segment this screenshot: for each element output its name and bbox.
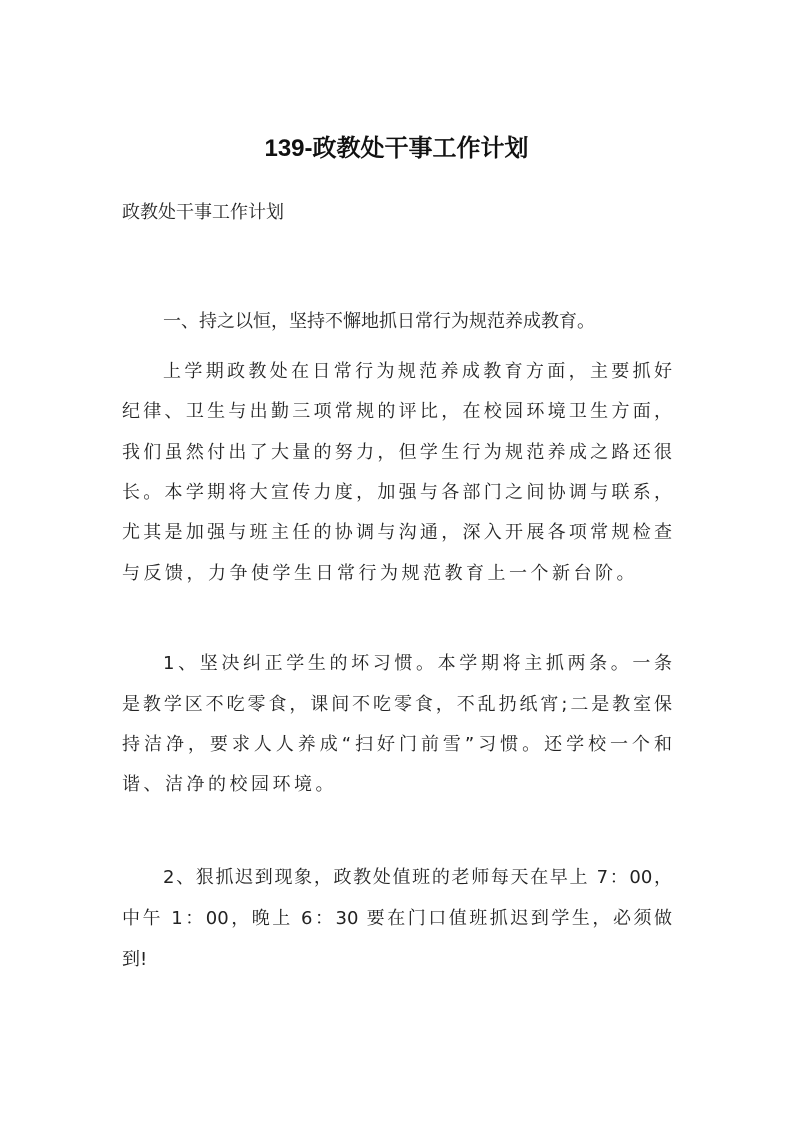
paragraph-line: 1、坚决纠正学生的坏习惯。本学期将主抓两条。一条 <box>163 653 672 674</box>
paragraph-line: 与反馈，力争使学生日常行为规范教育上一个新台阶。 <box>122 563 638 584</box>
document-subtitle: 政教处干事工作计划 <box>122 202 284 223</box>
paragraph-line: 中午 1：00，晚上 6：30 要在门口值班抓迟到学生，必须做 <box>122 908 672 929</box>
paragraph-line: 我们虽然付出了大量的努力，但学生行为规范养成之路还很 <box>122 442 672 463</box>
paragraph-line: 到! <box>122 949 148 970</box>
paragraph-line: 持洁净，要求人人养成“扫好门前雪”习惯。还学校一个和 <box>122 734 672 755</box>
paragraph-line: 是教学区不吃零食，课间不吃零食，不乱扔纸宵;二是教室保 <box>122 694 672 715</box>
paragraph-line: 上学期政教处在日常行为规范养成教育方面，主要抓好 <box>163 361 672 382</box>
paragraph-line: 2、狠抓迟到现象，政教处值班的老师每天在早上 7：00， <box>163 867 672 888</box>
paragraph-line: 谐、洁净的校园环境。 <box>122 774 337 795</box>
paragraph-line: 长。本学期将大宣传力度，加强与各部门之间协调与联系， <box>122 482 672 503</box>
document-title: 139-政教处干事工作计划 <box>264 135 529 162</box>
paragraph-line: 尤其是加强与班主任的协调与沟通，深入开展各项常规检查 <box>122 522 672 543</box>
section-heading: 一、持之以恒，坚持不懈地抓日常行为规范养成教育。 <box>163 311 595 332</box>
paragraph-line: 纪律、卫生与出勤三项常规的评比，在校园环境卫生方面， <box>122 401 672 422</box>
